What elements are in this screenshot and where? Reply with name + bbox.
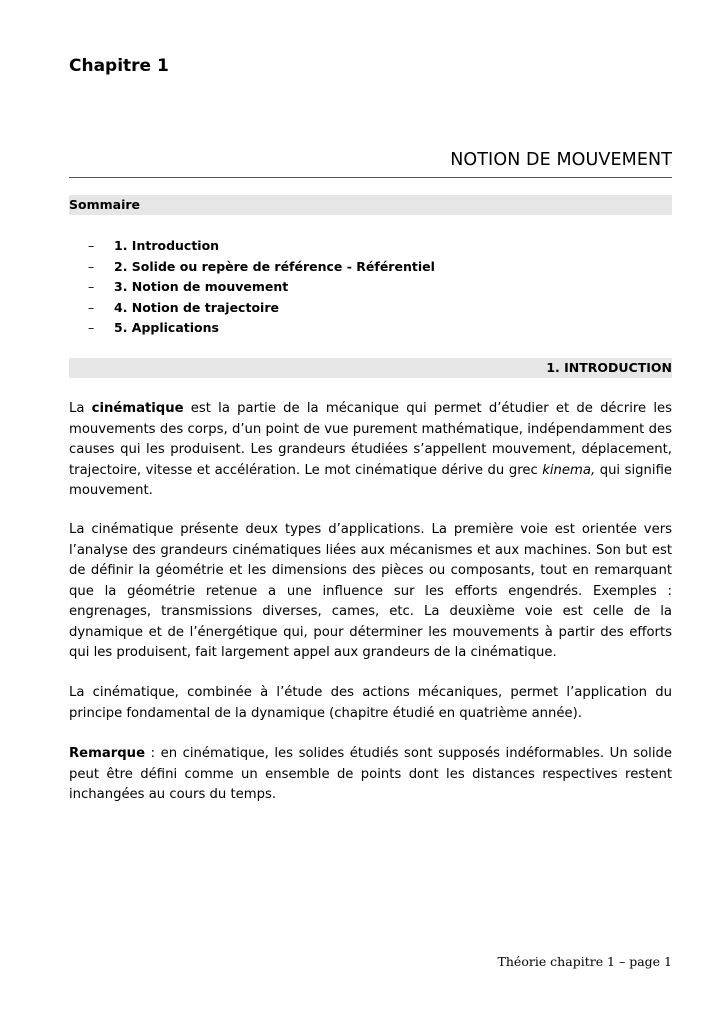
summary-item-label: 1. Introduction — [114, 238, 220, 253]
chapter-label: Chapitre 1 — [69, 56, 169, 76]
paragraph-remarque — [69, 744, 672, 806]
dash-bullet: – — [88, 279, 95, 294]
summary-item — [88, 298, 435, 319]
summary-item-label: 4. Notion de trajectoire — [114, 299, 279, 315]
paragraph-applications: La cinématique présente deux types d’applications. La première voie est orientée vers l’analyse des grandeurs cinématiques liées aux mécanismes et aux machines. Son but est de définir la géométrie et les dimensions des pièces ou composants, tout en remarquant que la géométrie retenue a une influence sur les efforts engendrés. Exemples : engrenages, transmissions diverses, cames, etc. La deuxième voie est celle de la dynamique et de l’énergétique qui, pour déterminer les mouvements à partir des efforts qui les produisent, fait largement appel aux grandeurs de la cinématique. — [69, 522, 672, 660]
dash-bullet: – — [88, 258, 95, 274]
bold-term: cinématique — [91, 401, 184, 416]
summary-list — [88, 236, 435, 339]
dash-bullet: – — [88, 299, 95, 315]
summary-item — [88, 236, 435, 257]
italic-term: kinema, — [542, 462, 596, 478]
summary-item — [88, 257, 435, 278]
paragraph-text: : en cinématique, les solides étudiés sont supposés indéformables. Un solide peut être défini comme un ensemble de points dont les distances respectives restent inchangées au cours du temps. — [69, 746, 672, 802]
paragraph-text: qui signifie mouvement. — [69, 462, 672, 498]
page-title: NOTION DE MOUVEMENT — [450, 150, 672, 170]
page-footer: Théorie chapitre 1 – page 1 — [497, 954, 672, 969]
dash-bullet: – — [88, 320, 95, 335]
summary-item-label: 3. Notion de mouvement — [114, 279, 289, 294]
paragraph-text: La — [69, 401, 92, 416]
title-divider — [69, 177, 672, 178]
remark-label: Remarque — [69, 746, 146, 761]
paragraph-text: est la partie de la mécanique qui permet d’étudier et de décrire les mouvements des corps, d’un point de vue purement mathématique, indépendamment des causes qui les produisent. Les grandeurs étudiées s’appellent mouvement, déplacement, trajectoire, vitesse et accélération. Le mot cinématique dérive du grec — [69, 401, 672, 478]
dash-bullet: – — [88, 238, 95, 253]
summary-item-label: 5. Applications — [114, 320, 219, 335]
summary-item — [88, 277, 435, 298]
summary-heading: Sommaire — [69, 195, 672, 215]
section-heading: 1. INTRODUCTION — [69, 358, 672, 378]
summary-item — [88, 318, 435, 339]
paragraph-dynamique: La cinématique, combinée à l’étude des actions mécaniques, permet l’application du principe fondamental de la dynamique (chapitre étudié en quatrième année). — [69, 685, 672, 721]
paragraph-cinematique-definition — [69, 399, 672, 502]
summary-item-label: 2. Solide ou repère de référence - Référentiel — [114, 258, 435, 274]
